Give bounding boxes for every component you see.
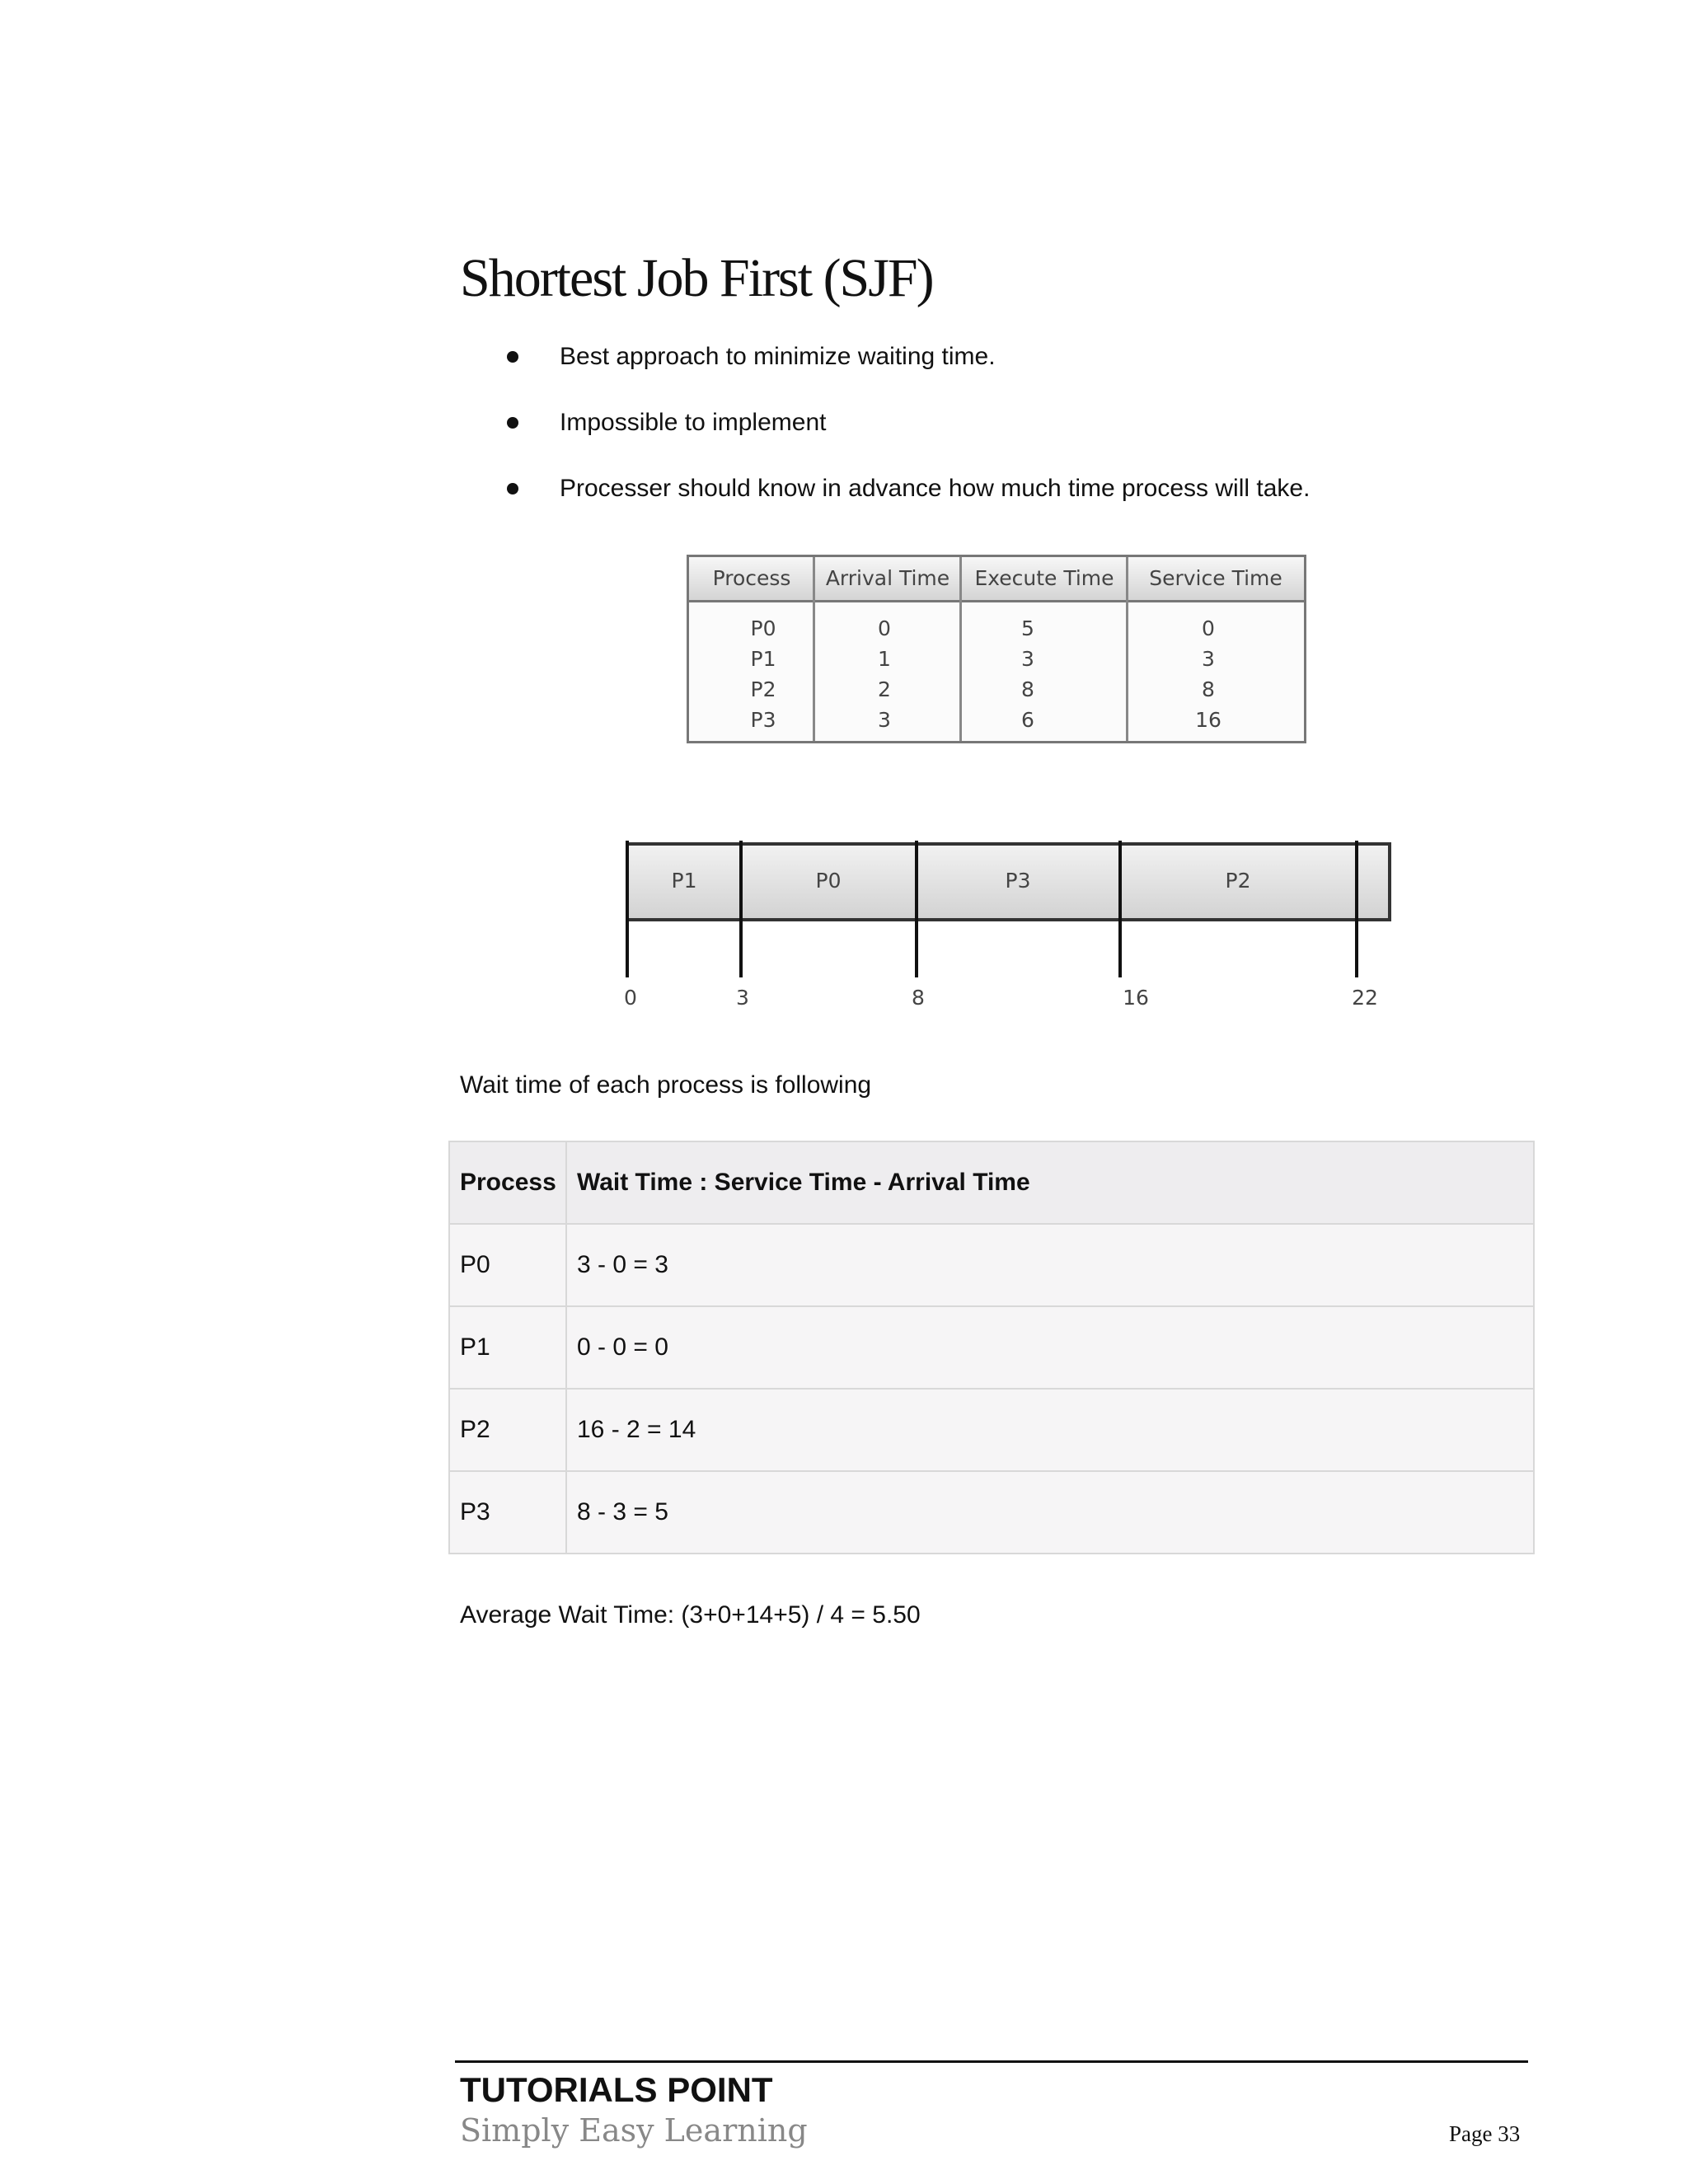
- gantt-tick-label: 3: [736, 986, 749, 1010]
- table-row: [449, 1389, 1534, 1471]
- execute-column: [1015, 613, 1040, 735]
- bullet-text: Impossible to implement: [560, 409, 827, 436]
- cell: 8: [1021, 677, 1034, 701]
- table-cell: P1: [449, 1306, 566, 1389]
- footer-divider: [455, 2060, 1528, 2063]
- wait-intro-text: Wait time of each process is following: [460, 1071, 872, 1099]
- page-title: Shortest Job First (SJF): [460, 248, 933, 308]
- process-column: [738, 613, 788, 735]
- bullet-item: [507, 336, 996, 377]
- average-wait-text: Average Wait Time: (3+0+14+5) / 4 = 5.50: [460, 1601, 921, 1629]
- table-cell: 8 - 3 = 5: [566, 1471, 1534, 1554]
- bullet-dot-icon: [507, 351, 518, 363]
- column-divider: [959, 557, 962, 741]
- table-row: [449, 1306, 1534, 1389]
- gantt-tick-label: 16: [1123, 986, 1149, 1010]
- table-cell: 3 - 0 = 3: [566, 1224, 1534, 1306]
- table-row: [449, 1471, 1534, 1554]
- gantt-segment-label: P1: [671, 869, 697, 893]
- bullet-item: [507, 402, 826, 443]
- cell: 3: [1021, 647, 1034, 671]
- table-cell: P0: [449, 1224, 566, 1306]
- wait-time-table: [448, 1141, 1535, 1554]
- header-process: Process: [712, 566, 791, 590]
- cell: P3: [750, 708, 776, 732]
- table-header-row: [449, 1141, 1534, 1224]
- gantt-segment-label: P2: [1225, 869, 1251, 893]
- table-cell: 0 - 0 = 0: [566, 1306, 1534, 1389]
- bullet-text: Processer should know in advance how much time process will take.: [560, 475, 1311, 502]
- cell: 1: [878, 647, 891, 671]
- cell: 8: [1202, 677, 1215, 701]
- gantt-graphic: [610, 824, 1418, 1030]
- footer-tagline: Simply Easy Learning: [460, 2112, 808, 2149]
- cell: 3: [1202, 647, 1215, 671]
- cell: 0: [878, 616, 891, 640]
- table-cell: P2: [449, 1389, 566, 1471]
- cell: 5: [1021, 616, 1034, 640]
- arrival-column: [872, 613, 897, 735]
- gantt-segment-label: P0: [815, 869, 842, 893]
- header-cell: Wait Time : Service Time - Arrival Time: [566, 1141, 1534, 1224]
- page-number: Page 33: [1449, 2121, 1521, 2146]
- bullet-dot-icon: [507, 483, 518, 494]
- cell: P1: [750, 647, 776, 671]
- table-cell: P3: [449, 1471, 566, 1554]
- header-service-time: Service Time: [1149, 566, 1282, 590]
- bullet-text: Best approach to minimize waiting time.: [560, 343, 996, 370]
- gantt-tick-label: 22: [1352, 986, 1378, 1010]
- cell: P0: [750, 616, 776, 640]
- gantt-tick-label: 8: [912, 986, 925, 1010]
- column-divider: [813, 557, 815, 741]
- cell: 16: [1195, 708, 1221, 732]
- header-arrival-time: Arrival Time: [825, 566, 950, 590]
- cell: 0: [1202, 616, 1215, 640]
- gantt-chart: [610, 824, 1418, 1030]
- header-execute-time: Execute Time: [974, 566, 1114, 590]
- cell: 3: [878, 708, 891, 732]
- cell: 6: [1021, 708, 1034, 732]
- gantt-segment-label: P3: [1005, 869, 1031, 893]
- bullet-item: [507, 468, 1310, 509]
- table-row: [449, 1224, 1534, 1306]
- cell: 2: [878, 677, 891, 701]
- cell: P2: [750, 677, 776, 701]
- header-cell: Process: [449, 1141, 566, 1224]
- table-cell: 16 - 2 = 14: [566, 1389, 1534, 1471]
- process-table: [687, 555, 1306, 743]
- service-column: [1192, 613, 1225, 735]
- gantt-tick-label: 0: [624, 986, 637, 1010]
- footer-brand: TUTORIALS POINT: [460, 2070, 773, 2109]
- column-divider: [1126, 557, 1128, 741]
- bullet-dot-icon: [507, 417, 518, 429]
